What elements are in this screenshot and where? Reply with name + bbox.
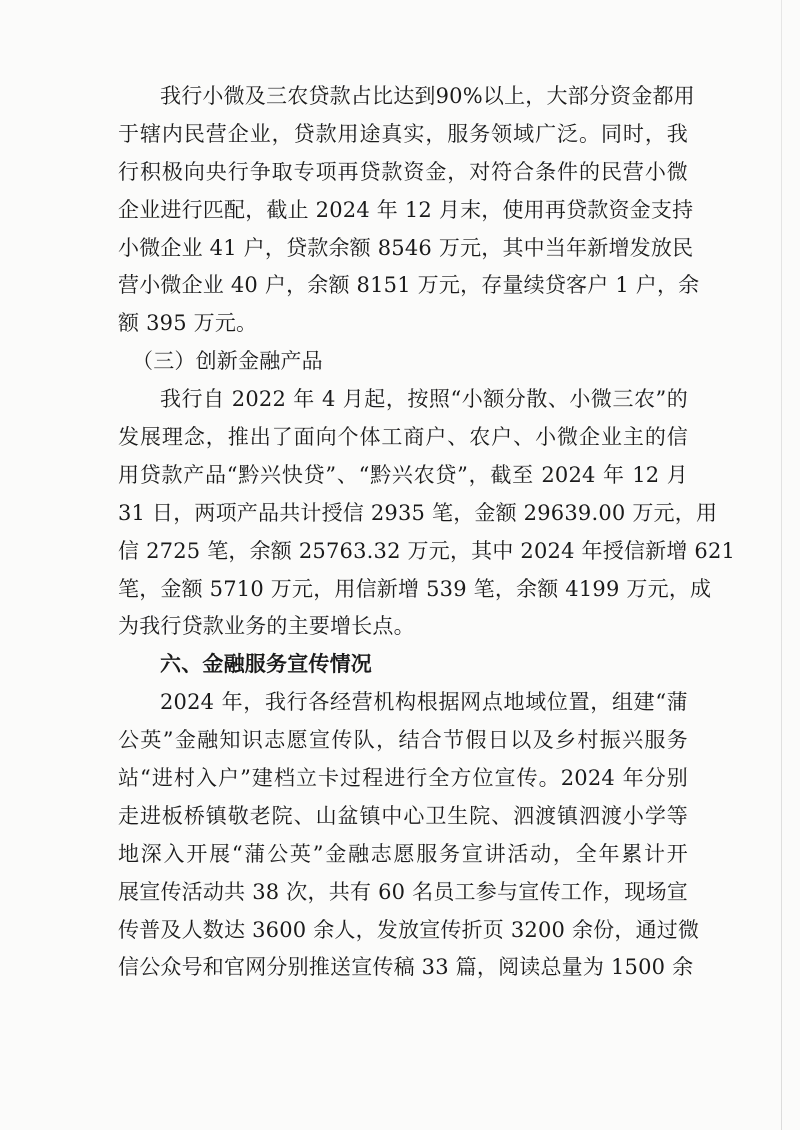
paragraph-line: 于辖内民营企业，贷款用途真实，服务领域广泛。同时，我 bbox=[118, 121, 688, 146]
paragraph-line: 我行小微及三农贷款占比达到90%以上，大部分资金都用 bbox=[160, 84, 695, 108]
paragraph-line: 站“进村入户”建档立卡过程进行全方位宣传。2024 年分别 bbox=[118, 766, 688, 791]
document-body bbox=[118, 78, 736, 987]
paragraph-line: 小微企业 41 户，贷款余额 8546 万元，其中当年新增发放民 bbox=[118, 235, 694, 260]
paragraph-line: 企业进行匹配，截止 2024 年 12 月末，使用再贷款资金支持 bbox=[118, 197, 694, 222]
paragraph-line: 行积极向央行争取专项再贷款资金，对符合条件的民营小微 bbox=[118, 159, 688, 184]
paragraph-line: 信公众号和官网分别推送宣传稿 33 篇，阅读总量为 1500 余 bbox=[118, 955, 694, 980]
paragraph-line: 走进板桥镇敬老院、山盆镇中心卫生院、泗渡镇泗渡小学等 bbox=[118, 803, 688, 828]
paragraph-line: 我行自 2022 年 4 月起，按照“小额分散、小微三农”的 bbox=[160, 387, 688, 412]
paragraph-line: 营小微企业 40 户，余额 8151 万元，存量续贷客户 1 户，余 bbox=[118, 273, 700, 298]
scan-edge-line bbox=[781, 0, 782, 1130]
paragraph-line: 用贷款产品“黔兴快贷”、“黔兴农贷”，截至 2024 年 12 月 bbox=[118, 462, 688, 487]
paragraph-line: 发展理念，推出了面向个体工商户、农户、小微企业主的信 bbox=[118, 425, 688, 450]
paragraph-line: 地深入开展“蒲公英”金融志愿服务宣讲活动，全年累计开 bbox=[118, 841, 688, 866]
paragraph-line: 信 2725 笔，余额 25763.32 万元，其中 2024 年授信新增 621 bbox=[118, 538, 736, 563]
paragraph-line: 2024 年，我行各经营机构根据网点地域位置，组建“蒲 bbox=[160, 690, 688, 715]
paragraph-line: 公英”金融知识志愿宣传队，结合节假日以及乡村振兴服务 bbox=[118, 728, 688, 753]
paragraph-line: 传普及人数达 3600 余人，发放宣传折页 3200 余份，通过微 bbox=[118, 917, 700, 942]
section-subheading: （三）创新金融产品 bbox=[132, 349, 323, 374]
paragraph-line: 额 395 万元。 bbox=[118, 311, 258, 336]
paragraph-line: 为我行贷款业务的主要增长点。 bbox=[118, 614, 415, 639]
paragraph-line: 31 日，两项产品共计授信 2935 笔，金额 29639.00 万元，用 bbox=[118, 500, 718, 525]
paragraph-line: 笔，金额 5710 万元，用信新增 539 笔，余额 4199 万元，成 bbox=[118, 576, 712, 601]
section-heading: 六、金融服务宣传情况 bbox=[160, 652, 372, 677]
paragraph-line: 展宣传活动共 38 次，共有 60 名员工参与宣传工作，现场宣 bbox=[118, 879, 688, 904]
